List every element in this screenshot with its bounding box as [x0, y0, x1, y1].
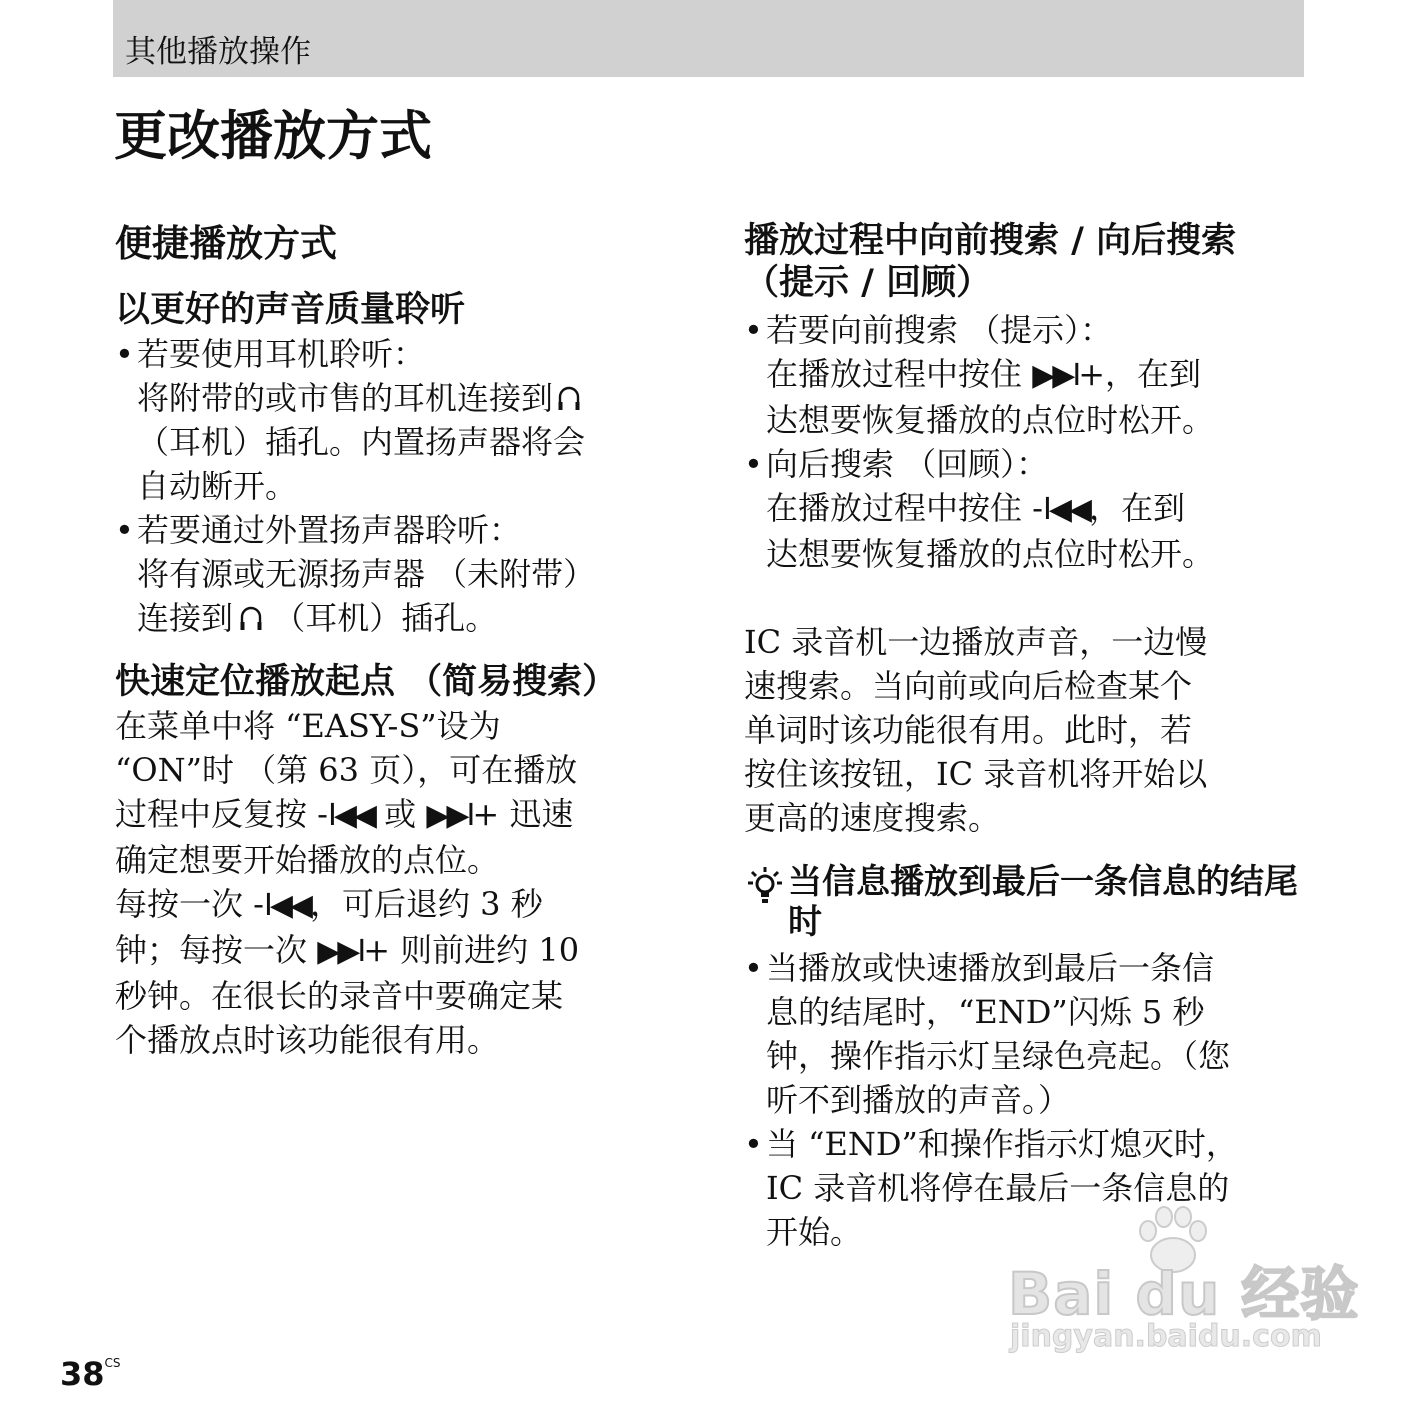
bullet-end-flash [744, 946, 1306, 1122]
subheading-better-sound: 以更好的声音质量聆听 [115, 290, 466, 330]
paragraph-line: 钟；每按一次 ▶▶I+ 则前进约 10 [115, 931, 580, 969]
bullet-review [744, 442, 1306, 576]
next-track-icon: ▶▶I [426, 798, 473, 833]
subheading-easy-search: 快速定位播放起点 （简易搜索） [115, 662, 618, 702]
watermark-brand: Bai du 经验 [1008, 1260, 1360, 1328]
bullet-line: IC 录音机将停在最后一条信息的 [766, 1169, 1230, 1207]
bullet-line: 听不到播放的声音。） [766, 1081, 1071, 1119]
bullet-line: 在播放过程中按住 ▶▶I+，在到 [766, 355, 1202, 393]
headphone-icon [239, 603, 263, 633]
bullet-line: 若要通过外置扬声器聆听： [137, 511, 522, 549]
next-track-icon: ▶▶I [1032, 358, 1079, 393]
page-suffix: CS [104, 1356, 121, 1370]
right-column [744, 220, 1306, 1254]
bullet-external-speakers [115, 508, 675, 640]
bullet-line: 将有源或无源扬声器 （未附带） [137, 555, 596, 593]
search-explanation-paragraph [744, 620, 1306, 840]
watermark-url: jingyan.baidu.com [1010, 1319, 1322, 1354]
bullet-line: 达想要恢复播放的点位时松开。 [766, 401, 1215, 439]
paragraph-line: 秒钟。在很长的录音中要确定某 [115, 977, 564, 1015]
bullet-line: 在播放过程中按住 -I◀◀，在到 [766, 489, 1186, 527]
bullet-dot: • [744, 445, 763, 483]
page-number: $38^{CS}$ [60, 1355, 121, 1393]
bullet-dot: • [115, 335, 134, 373]
bullet-line: 开始。 [766, 1213, 863, 1251]
bullet-line: （耳机）插孔。内置扬声器将会 [137, 423, 586, 461]
bullet-line: 息的结尾时，“END”闪烁 5 秒 [766, 993, 1205, 1031]
paragraph-line: “ON”时 （第 63 页），可在播放 [115, 751, 578, 789]
paragraph-line: 更高的速度搜索。 [744, 799, 1001, 837]
paragraph-line: 单词时该功能很有用。此时，若 [744, 711, 1193, 749]
section-heading-easy-playback: 便捷播放方式 [115, 222, 337, 265]
page-title: 更改播放方式 [114, 106, 432, 167]
bullet-line: 达想要恢复播放的点位时松开。 [766, 535, 1215, 573]
baidu-watermark [1000, 1205, 1360, 1365]
section-title: 其他播放操作 [125, 34, 311, 70]
bullet-dot: • [115, 511, 134, 549]
previous-track-icon: I◀◀ [328, 798, 374, 833]
next-track-icon: ▶▶I [317, 934, 364, 969]
left-column [115, 220, 675, 1062]
bullet-line: 若要向前搜索 （提示）： [766, 311, 1113, 349]
previous-track-icon: I◀◀ [264, 888, 310, 923]
bullet-line: 向后搜索 （回顾）： [766, 445, 1049, 483]
bullet-line: 当 “END”和操作指示灯熄灭时， [766, 1125, 1238, 1163]
headphone-icon [557, 383, 581, 413]
previous-track-icon: I◀◀ [1043, 492, 1089, 527]
bullet-line: 钟，操作指示灯呈绿色亮起。（您 [766, 1037, 1231, 1075]
bullet-line: 当播放或快速播放到最后一条信 [766, 949, 1215, 987]
paragraph-line: 个播放点时该功能很有用。 [115, 1021, 500, 1059]
bullet-headphones [115, 332, 675, 508]
section-header-band [113, 0, 1304, 77]
bullet-dot: • [744, 311, 763, 349]
tip-heading [744, 862, 1306, 942]
tip-title: 当信息播放到最后一条信息的结尾时 [788, 862, 1298, 942]
paragraph-line: 在菜单中将 “EASY-S”设为 [115, 707, 501, 745]
easy-search-paragraph [115, 704, 675, 1062]
bullet-line: 自动断开。 [137, 467, 298, 505]
bullet-dot: • [744, 1125, 763, 1163]
paragraph-line: 速搜索。当向前或向后检查某个 [744, 667, 1193, 705]
paragraph-line: IC 录音机一边播放声音，一边慢 [744, 623, 1208, 661]
bullet-dot: • [744, 949, 763, 987]
paragraph-line: 每按一次 -I◀◀，可后退约 3 秒 [115, 885, 543, 923]
bullet-line: 将附带的或市售的耳机连接到 [137, 376, 675, 420]
bullet-line: 连接到 （耳机）插孔。 [137, 599, 498, 637]
paragraph-line: 确定想要开始播放的点位。 [115, 841, 500, 879]
bullet-line: 若要使用耳机聆听： [137, 335, 426, 373]
paragraph-line: 按住该按钮，IC 录音机将开始以 [744, 755, 1208, 793]
paragraph-line: 过程中反复按 -I◀◀ 或 ▶▶I+ 迅速 [115, 795, 574, 833]
bullet-cue [744, 308, 1306, 442]
heading-cue-review: 播放过程中向前搜索 / 向后搜索 （提示 / 回顾） [744, 221, 1237, 303]
lightbulb-icon [748, 866, 782, 906]
